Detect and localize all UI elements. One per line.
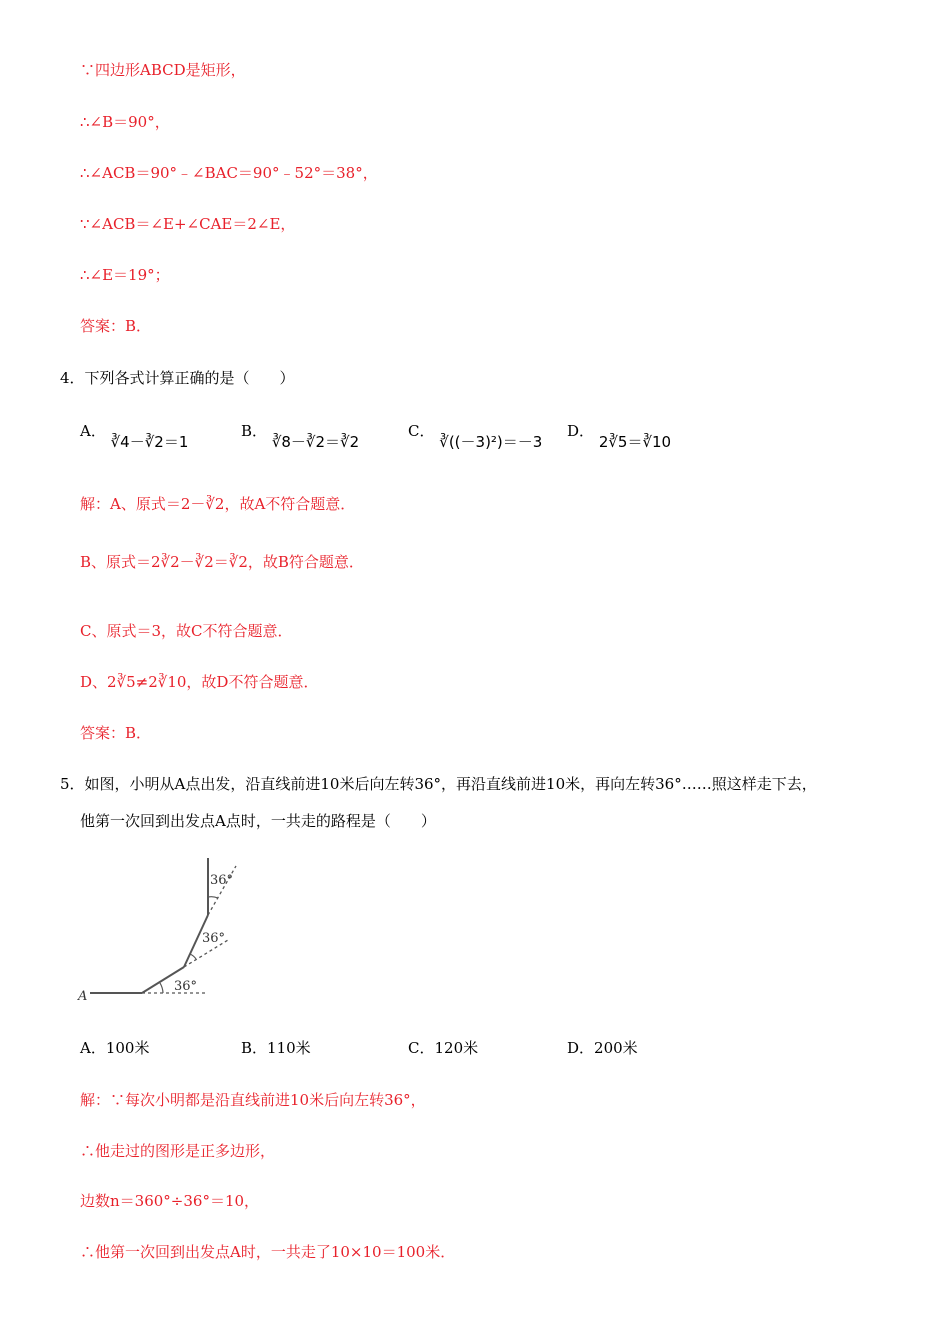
q3-answer: 答案：B． xyxy=(80,317,152,335)
q5-solution-line-4: ∴他第一次回到出发点A时，一共走了10×10＝100米． xyxy=(80,1243,456,1261)
q5-option-b-text: 110米 xyxy=(267,1039,311,1057)
q5-option-a xyxy=(80,1038,149,1058)
q5-option-d xyxy=(567,1038,638,1058)
angle-arc-1 xyxy=(160,983,163,993)
q4-option-c xyxy=(408,421,543,451)
q5-option-c-label: C． xyxy=(408,1039,435,1057)
angle-arc-3 xyxy=(208,897,218,898)
q5-option-a-label: A． xyxy=(80,1039,106,1057)
q4-solution-d: D、2∛5≠2∛10，故D不符合题意． xyxy=(80,673,319,691)
q4-option-d-expr: 2∛5＝∛10 xyxy=(598,433,672,451)
q5-option-c xyxy=(408,1038,478,1058)
point-a-label: A xyxy=(78,989,88,1004)
q3-solution-line-1: ∵四边形ABCD是矩形， xyxy=(80,61,246,79)
angle-arc-2 xyxy=(190,954,196,959)
q3-solution-line-4: ∵∠ACB＝∠E+∠CAE＝2∠E， xyxy=(80,215,296,233)
q5-option-d-text: 200米 xyxy=(594,1039,638,1057)
q4-option-a-label: A． xyxy=(80,422,106,440)
q4-option-b-expr: ∛8－∛2＝∛2 xyxy=(271,433,360,451)
q5-option-b xyxy=(241,1038,311,1058)
q5-stem-line-1: 5．如图，小明从A点出发，沿直线前进10米后向左转36°，再沿直线前进10米，再向左转36°……照这样走下去， xyxy=(60,775,817,793)
q5-path-figure xyxy=(70,852,260,1012)
q5-solution-line-2: ∴他走过的图形是正多边形， xyxy=(80,1142,276,1160)
q4-option-d xyxy=(567,421,672,451)
q5-solution-line-3: 边数n＝360°÷36°＝10， xyxy=(80,1192,260,1210)
q5-stem-line-2: 他第一次回到出发点A点时，一共走的路程是（ ） xyxy=(80,812,436,830)
q5-solution-line-1: 解：∵每次小明都是沿直线前进10米后向左转36°， xyxy=(80,1091,426,1109)
q4-answer: 答案：B． xyxy=(80,724,152,742)
angle-label-3: 36° xyxy=(210,873,234,888)
q3-solution-line-3: ∴∠ACB＝90°﹣∠BAC＝90°﹣52°＝38°， xyxy=(80,164,378,182)
q4-solution-c: C、原式＝3，故C不符合题意． xyxy=(80,622,293,640)
q4-option-a-expr: ∛4－∛2＝1 xyxy=(110,433,189,451)
q5-option-a-text: 100米 xyxy=(105,1039,150,1057)
q4-option-c-label: C． xyxy=(408,422,435,440)
q4-option-a xyxy=(80,421,189,451)
q4-solution-a: 解：A、原式＝2－∛2，故A不符合题意． xyxy=(80,495,356,513)
q3-solution-line-2: ∴∠B＝90°， xyxy=(80,113,170,131)
q5-option-b-label: B． xyxy=(241,1039,268,1057)
q4-stem: 4．下列各式计算正确的是（ ） xyxy=(60,369,295,387)
angle-label-1: 36° xyxy=(174,979,198,994)
q5-option-d-label: D． xyxy=(567,1039,595,1057)
q4-option-b xyxy=(241,421,360,451)
q3-solution-line-5: ∴∠E＝19°； xyxy=(80,266,170,284)
q4-option-d-label: D． xyxy=(567,422,595,440)
q4-solution-b: B、原式＝2∛2－∛2＝∛2，故B符合题意． xyxy=(80,553,364,571)
q4-option-c-expr: ∛((－3)²)＝－3 xyxy=(439,433,543,451)
q5-option-c-text: 120米 xyxy=(434,1039,479,1057)
q4-option-b-label: B． xyxy=(241,422,268,440)
angle-label-2: 36° xyxy=(202,931,226,946)
